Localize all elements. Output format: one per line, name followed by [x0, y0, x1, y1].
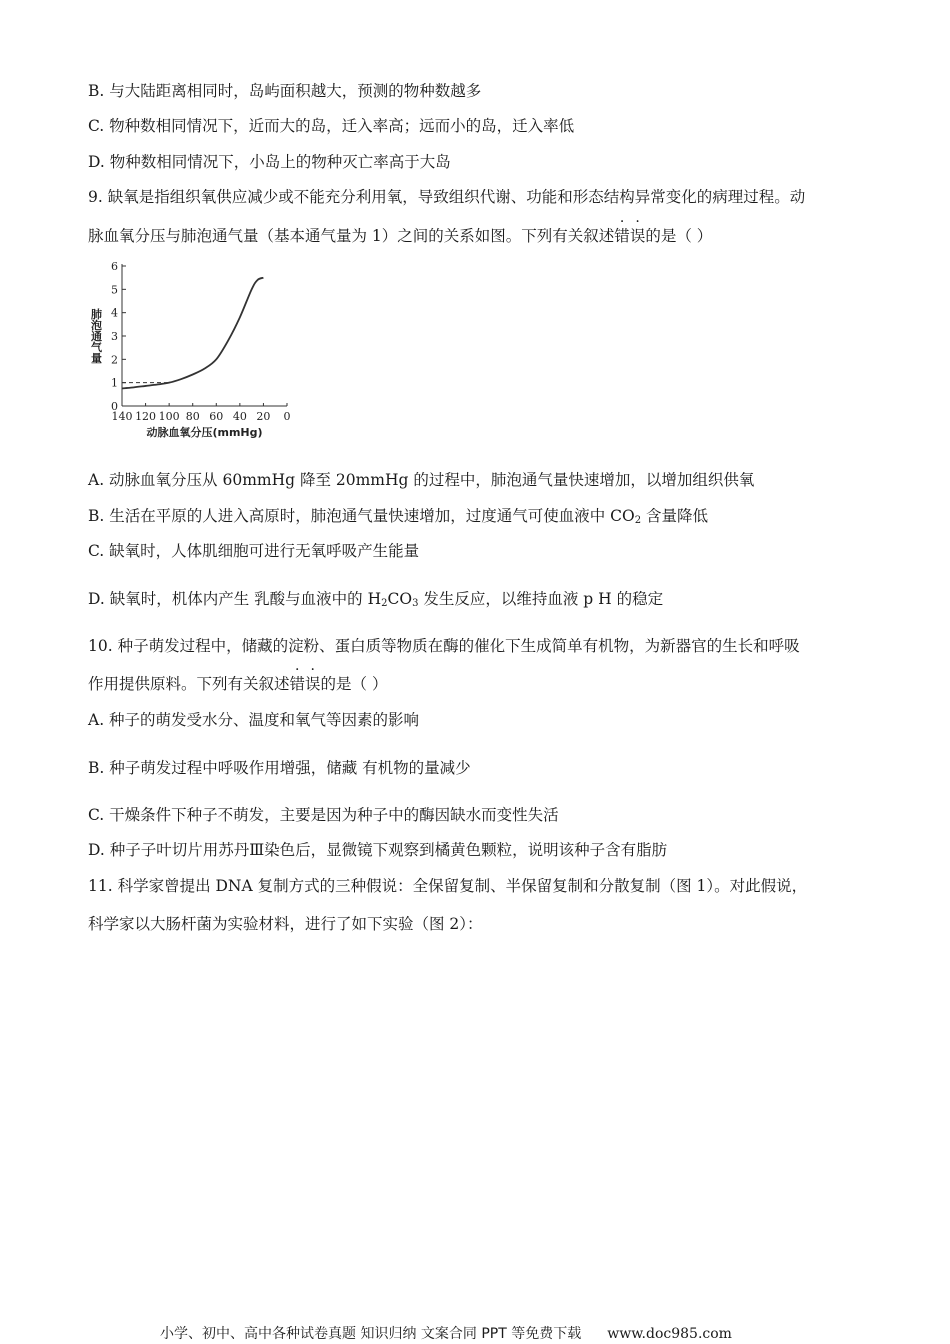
y-tick-label: 3: [111, 330, 118, 343]
q9-stem-line1: 9. 缺氧是指组织氧供应减少或不能充分利用氧，导致组织代谢、功能和形态结构异常变化的病理过程。动: [88, 188, 806, 206]
x-tick-label: 140: [111, 410, 133, 423]
emphasis-char: 误: [305, 675, 321, 693]
x-tick-label: 40: [232, 410, 247, 423]
q8-option-c: C. 物种数相同情况下，近而大的岛，迁入率高；远而小的岛，迁入率低: [88, 117, 575, 135]
ventilation-curve: [122, 278, 263, 389]
q9-option-a: A. 动脉血氧分压从 60mmHg 降至 20mmHg 的过程中，肺泡通气量快速增加，以增加组织供氧: [88, 471, 755, 489]
y-tick-label: 5: [111, 283, 118, 297]
x-tick-label: 20: [256, 410, 271, 423]
q10-stem-line1: 10. 种子萌发过程中，储藏的淀粉、蛋白质等物质在酶的催化下生成简单有机物，为新器官的生长和呼吸: [88, 637, 800, 655]
footer-text: 小学、初中、高中各种试卷真题 知识归纳 文案合同 PPT 等免费下载: [160, 1326, 582, 1342]
emphasis-char: 错: [614, 227, 630, 245]
x-tick-label: 60: [209, 410, 224, 423]
x-tick-label: 120: [135, 410, 157, 423]
emphasis-char: 错: [289, 675, 306, 693]
emphasis-char: 误: [629, 227, 646, 245]
q10-option-a: A. 种子的萌发受水分、温度和氧气等因素的影响: [88, 711, 420, 729]
x-tick-label: 0: [283, 410, 291, 423]
y-tick-label: 0: [111, 400, 118, 413]
y-axis-label: 肺泡通气量: [89, 308, 103, 364]
y-tick-label: 1: [111, 376, 118, 390]
q9-option-c: C. 缺氧时，人体肌细胞可进行无氧呼吸产生能量: [88, 542, 420, 560]
q10-option-d: D. 种子子叶切片用苏丹Ⅲ染色后，显微镜下观察到橘黄色颗粒，说明该种子含有脂肪: [88, 841, 668, 859]
q9-option-b: B. 生活在平原的人进入高原时，肺泡通气量快速增加，过度通气可使血液中 $CO_2$ 含量降低: [88, 507, 709, 526]
q8-option-b: B. 与大陆距离相同时，岛屿面积越大，预测的物种数越多: [88, 82, 482, 100]
q9-option-d: D. 缺氧时，机体内产生 乳酸与血液中的 $H_2CO_3$ 发生反应，以维持血液 p H 的稳定: [88, 590, 664, 609]
page-footer: [160, 1323, 732, 1343]
y-tick-label: 2: [111, 353, 118, 367]
q10-option-b: B. 种子萌发过程中呼吸作用增强，储藏 有机物的量减少: [88, 759, 471, 777]
x-tick-label: 100: [158, 410, 180, 423]
y-tick-label: 4: [111, 306, 118, 320]
q11-stem-line1: 11. 科学家曾提出 DNA 复制方式的三种假说：全保留复制、半保留复制和分散复制（图 1）。对此假说，: [88, 877, 808, 895]
x-tick-label: 80: [185, 410, 200, 423]
q10-stem-line2: 作用提供原料。下列有关叙述错误的是（ ）: [88, 675, 388, 693]
x-axis-label: 动脉血氧分压(mmHg): [146, 426, 263, 439]
footer-url[interactable]: www.doc985.com: [607, 1326, 732, 1342]
ventilation-chart: [82, 256, 302, 446]
q11-stem-line2: 科学家以大肠杆菌为实验材料，进行了如下实验（图 2）：: [88, 915, 483, 933]
q9-stem-line2: 脉血氧分压与肺泡通气量（基本通气量为 1）之间的关系如图。下列有关叙述错误的是（ ）: [88, 227, 713, 245]
q10-option-c: C. 干燥条件下种子不萌发，主要是因为种子中的酶因缺水而变性失活: [88, 806, 559, 824]
y-tick-label: 6: [111, 260, 118, 273]
q8-option-d: D. 物种数相同情况下，小岛上的物种灭亡率高于大岛: [88, 153, 451, 171]
